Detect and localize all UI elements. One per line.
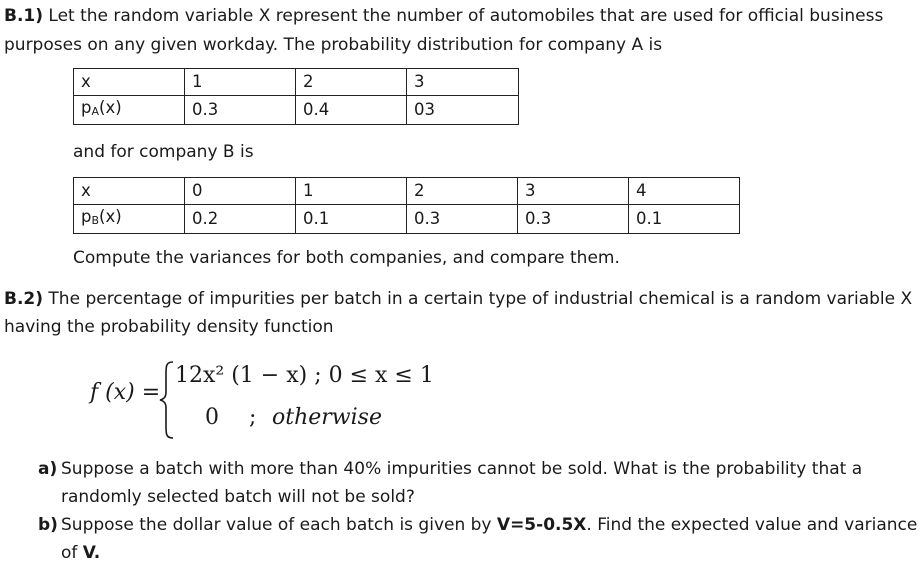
table-row <box>74 96 519 125</box>
table-cell: 0.3 <box>407 205 518 234</box>
formula-case-1: 12x² (1 − x) ; 0 ≤ x ≤ 1 <box>175 363 434 388</box>
b1-intro-line2: purposes on any given workday. The probability distribution for company A is <box>4 35 663 55</box>
formula-lhs: f (x) = <box>90 380 161 405</box>
table-cell: 0.1 <box>296 205 407 234</box>
table-row <box>74 69 519 96</box>
b2-intro-line1: B.2) The percentage of impurities per batch in a certain type of industrial chemical is a random variable X <box>4 289 913 309</box>
question-b-label: b) <box>38 515 58 535</box>
table-cell: 4 <box>629 178 740 205</box>
table-header-p: pB(x) <box>74 205 185 234</box>
table-cell: 1 <box>185 69 296 96</box>
b1-intro-line1: B.1) Let the random variable X represent the number of automobiles that are used for official business <box>4 6 884 26</box>
company-b-intro: and for company B is <box>73 142 254 162</box>
b2-label: B.2) <box>4 289 44 309</box>
table-header-x: x <box>74 69 185 96</box>
table-cell: 2 <box>407 178 518 205</box>
b1-label: B.1) <box>4 6 44 26</box>
table-cell: 0.2 <box>185 205 296 234</box>
table-cell: 0.4 <box>296 96 407 125</box>
table-cell: 03 <box>407 96 519 125</box>
formula-case-2-sep: ; <box>249 405 257 430</box>
table-cell: 0.3 <box>185 96 296 125</box>
table-cell: 1 <box>296 178 407 205</box>
table-cell: 2 <box>296 69 407 96</box>
table-header-p: pA(x) <box>74 96 185 125</box>
table-header-x: x <box>74 178 185 205</box>
company-b-distribution-table <box>73 177 740 234</box>
b2-intro-line2: having the probability density function <box>4 317 334 337</box>
question-b-line2: of V. <box>61 543 101 563</box>
table-row <box>74 205 740 234</box>
table-row <box>74 178 740 205</box>
table-cell: 0 <box>185 178 296 205</box>
left-brace-icon <box>158 360 176 440</box>
question-a-line2: randomly selected batch will not be sold? <box>61 487 415 507</box>
question-a-line1: Suppose a batch with more than 40% impurities cannot be sold. What is the probability that a <box>61 459 863 479</box>
table-cell: 3 <box>407 69 519 96</box>
table-cell: 0.1 <box>629 205 740 234</box>
table-cell: 0.3 <box>518 205 629 234</box>
question-b-line1: Suppose the dollar value of each batch is given by V=5-0.5X. Find the expected value and variance <box>61 515 918 535</box>
table-cell: 3 <box>518 178 629 205</box>
question-a-label: a) <box>38 459 58 479</box>
b1-instruction: Compute the variances for both companies, and compare them. <box>73 248 620 268</box>
formula-case-2-condition: otherwise <box>272 405 382 430</box>
formula-case-2-value: 0 <box>205 405 219 430</box>
company-a-distribution-table <box>73 68 519 125</box>
